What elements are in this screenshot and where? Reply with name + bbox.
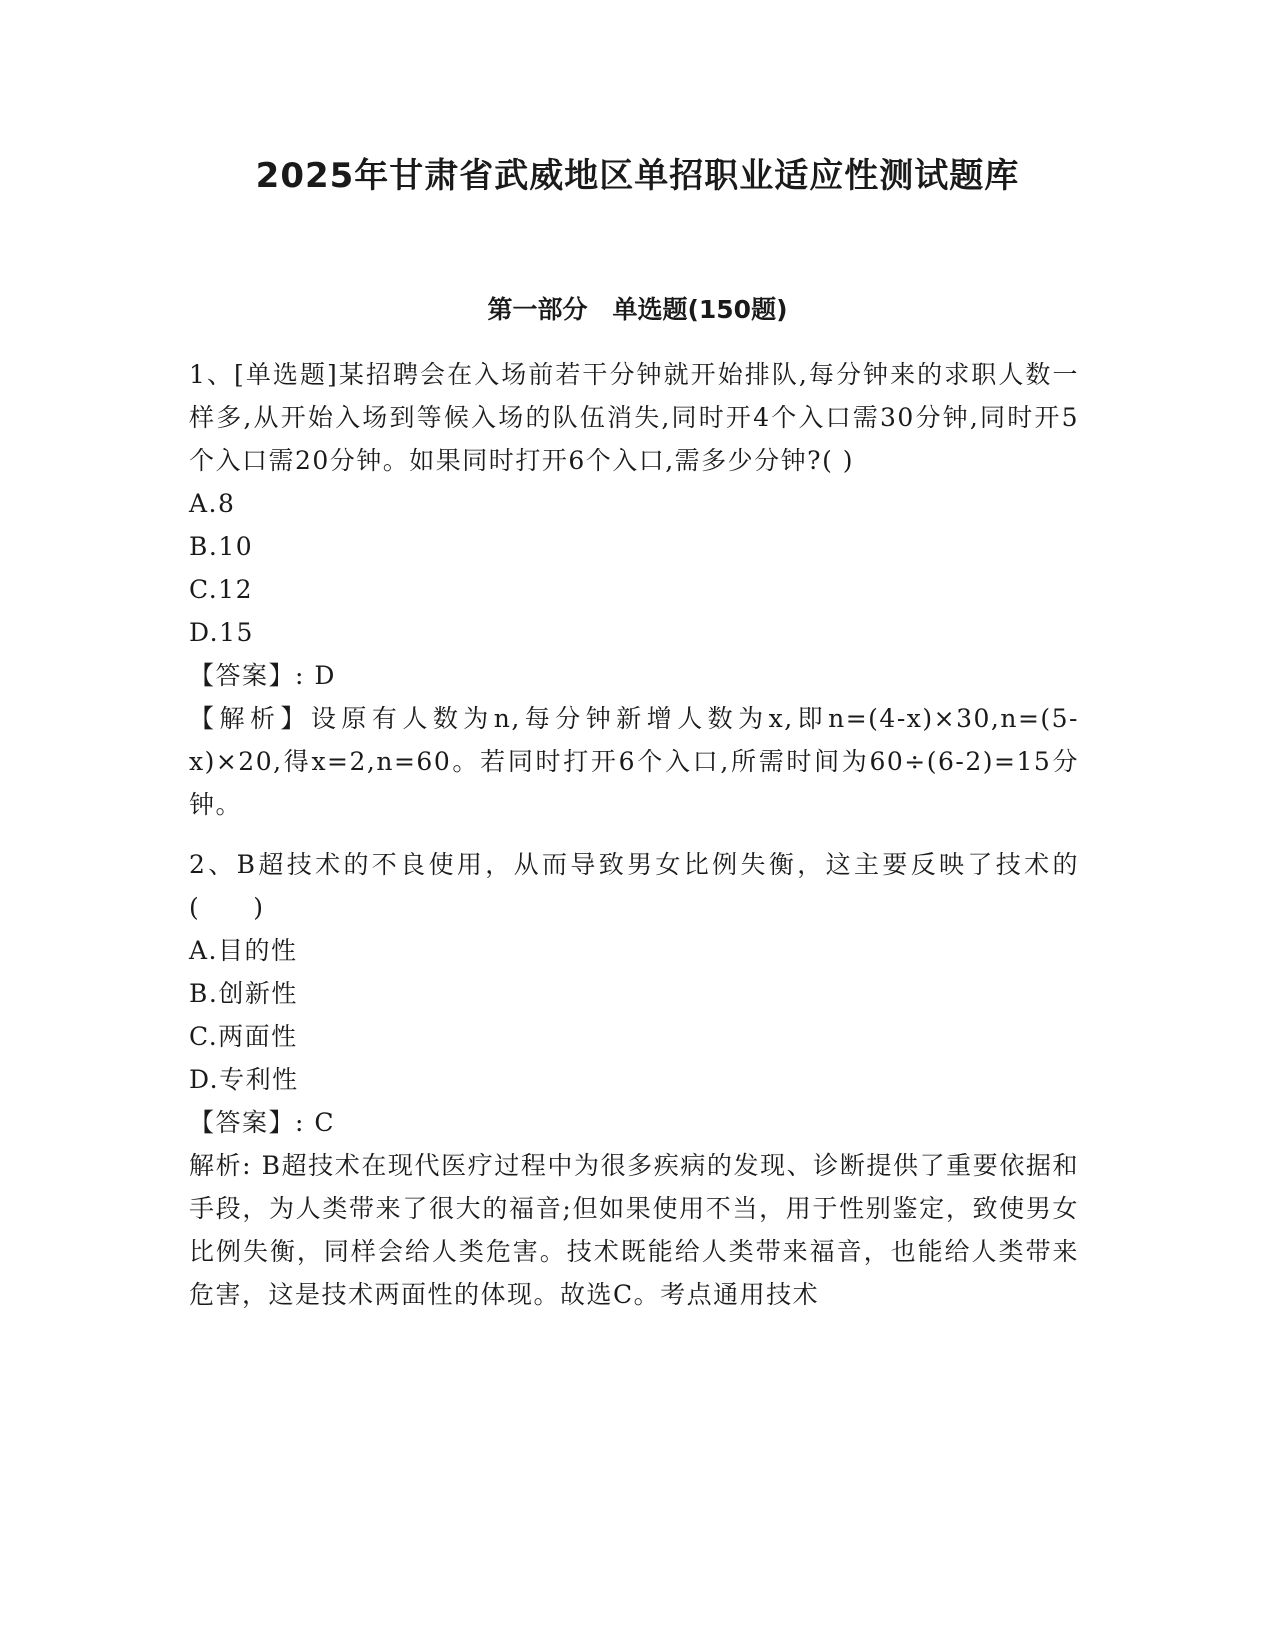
option-b: B.10 bbox=[189, 532, 254, 561]
option-a: A.8 bbox=[189, 489, 236, 518]
document-title: 2025年甘肃省武威地区单招职业适应性测试题库 bbox=[255, 156, 1020, 196]
option-c: C.12 bbox=[189, 575, 253, 604]
section-title: 第一部分 单选题(150题) bbox=[487, 295, 788, 324]
analysis: 【解析】设原有人数为n,每分钟新增人数为x,即n=(4-x)×30,n=(5-x)×20,得x=2,n=60。若同时打开6个入口,所需时间为60÷(6-2)=15分钟。 bbox=[189, 704, 1079, 819]
option-d: D.专利性 bbox=[189, 1065, 299, 1094]
question-2 bbox=[189, 843, 1079, 1316]
question-1 bbox=[189, 353, 1079, 826]
question-stem: 2、B超技术的不良使用，从而导致男女比例失衡，这主要反映了技术的( ) bbox=[189, 850, 1079, 922]
question-stem: 1、[单选题]某招聘会在入场前若干分钟就开始排队,每分钟来的求职人数一样多,从开始入场到等候入场的队伍消失,同时开4个入口需30分钟,同时开5个入口需20分钟。如果同时打开6个入口,需多少分钟?( ) bbox=[189, 360, 1079, 475]
option-d: D.15 bbox=[189, 618, 254, 647]
option-b: B.创新性 bbox=[189, 979, 298, 1008]
option-a: A.目的性 bbox=[189, 936, 298, 965]
option-c: C.两面性 bbox=[189, 1022, 298, 1051]
answer: 【答案】: D bbox=[189, 661, 336, 690]
answer: 【答案】: C bbox=[189, 1108, 335, 1137]
question-list bbox=[189, 353, 1079, 1316]
analysis: 解析: B超技术在现代医疗过程中为很多疾病的发现、诊断提供了重要依据和手段，为人类带来了很大的福音;但如果使用不当，用于性别鉴定，致使男女比例失衡，同样会给人类危害。技术既能给人类带来福音，也能给人类带来危害，这是技术两面性的体现。故选C。考点通用技术 bbox=[189, 1151, 1079, 1309]
